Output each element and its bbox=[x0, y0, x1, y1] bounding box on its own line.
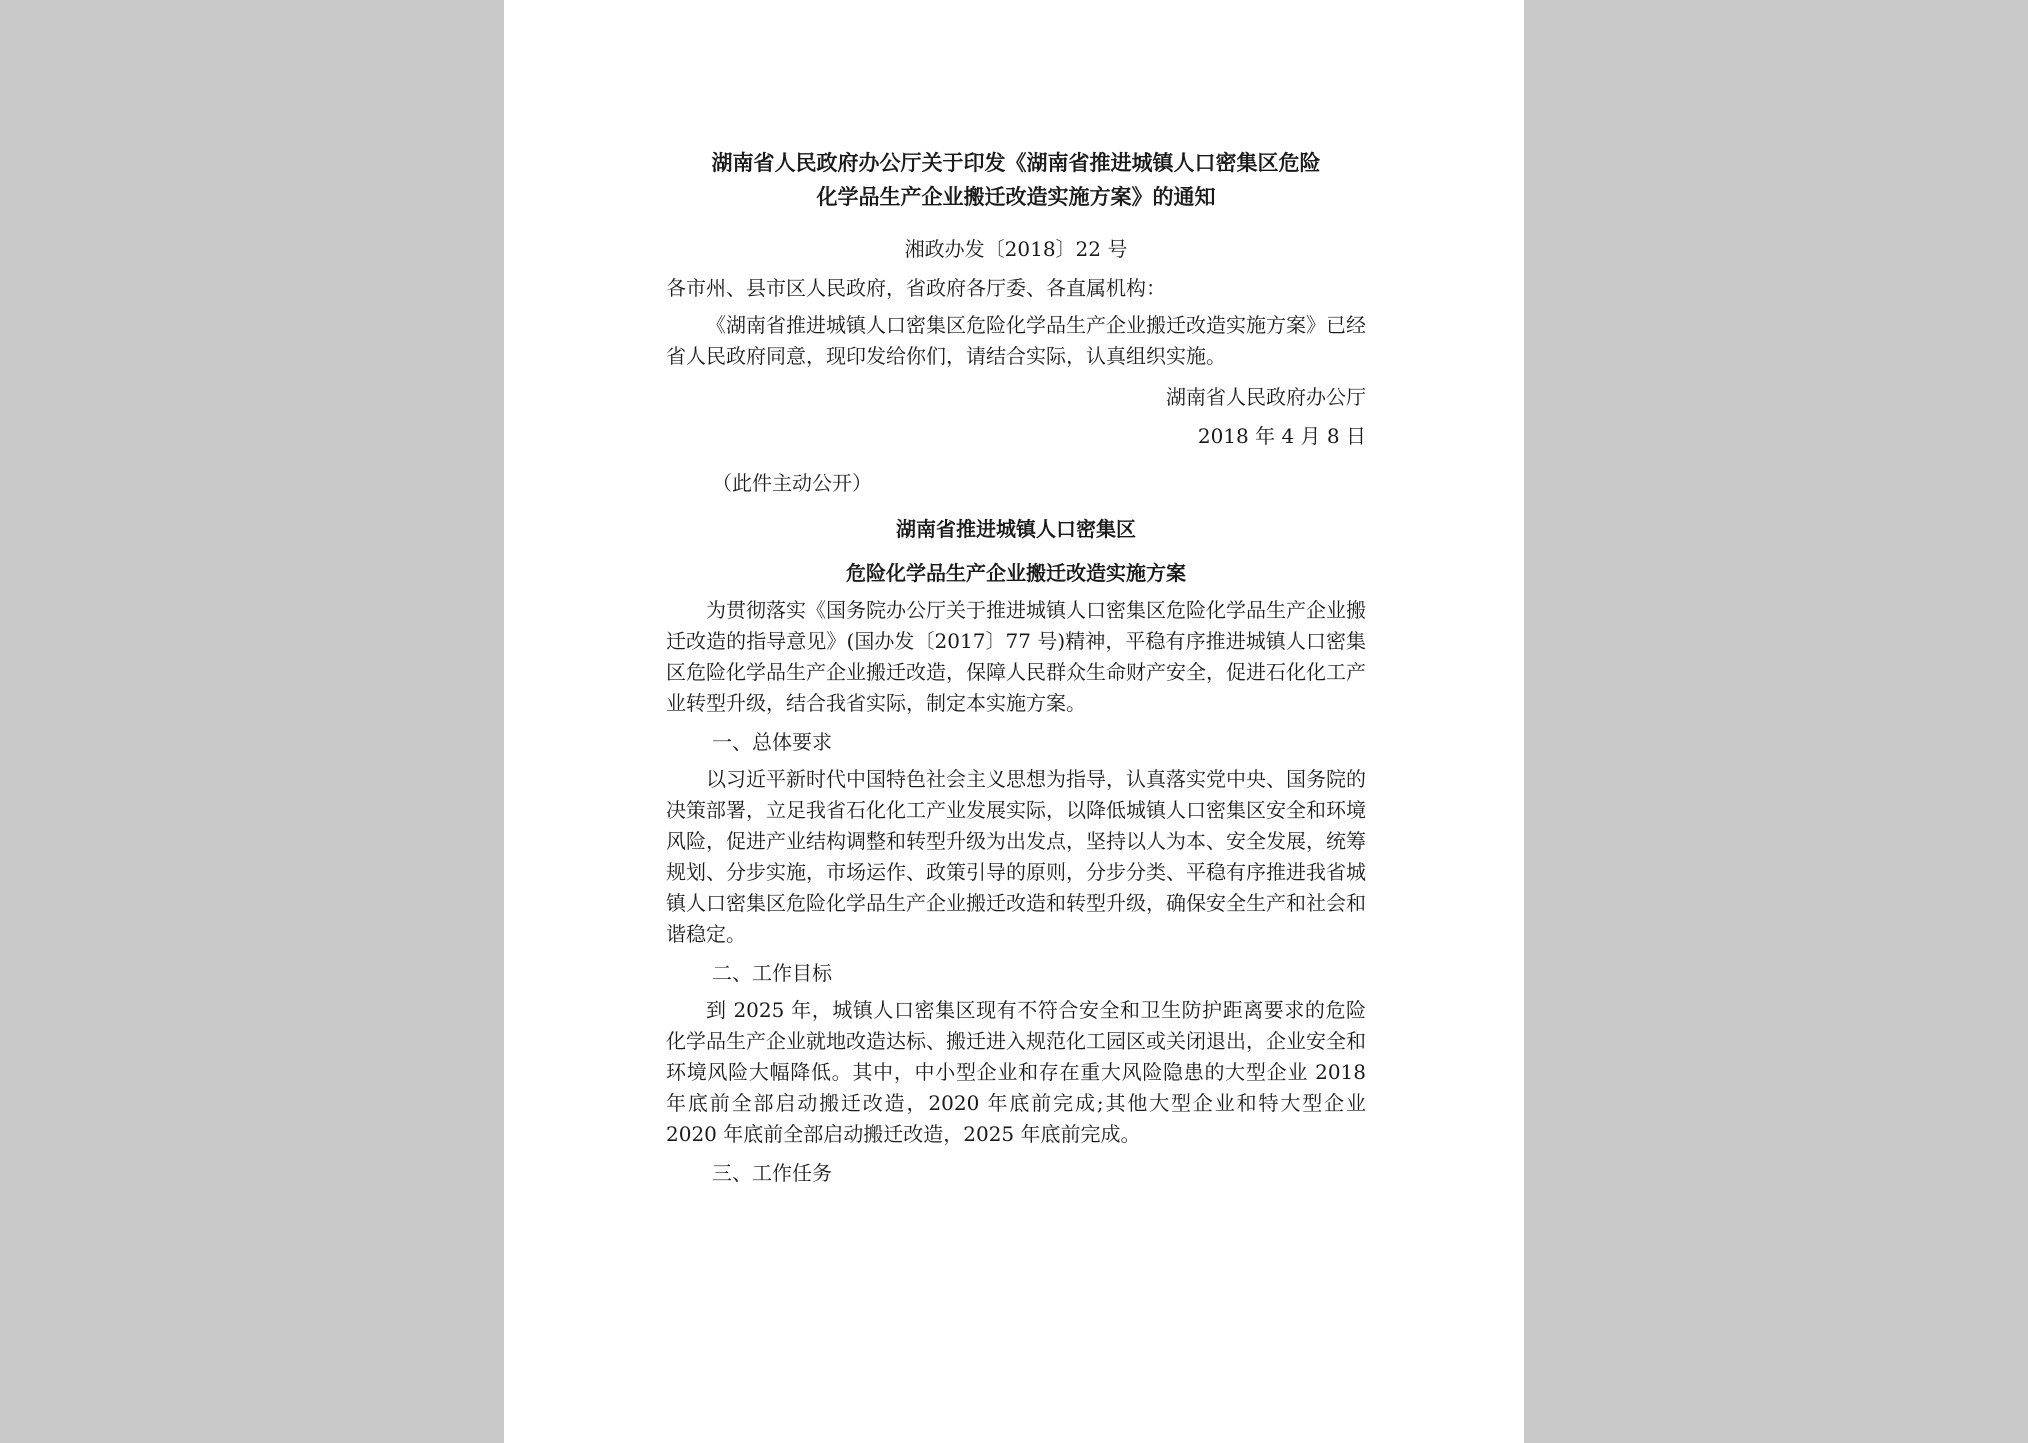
section-heading-2: 二、工作目标 bbox=[712, 961, 832, 985]
section-body-1: 以习近平新时代中国特色社会主义思想为指导，认真落实党中央、国务院的决策部署，立足我省石化化工产业发展实际，以降低城镇人口密集区安全和环境风险，促进产业结构调整和转型升级为出发点，坚持以人为本、安全发展，统筹规划、分步实施，市场运作、政策引导的原则，分步分类、平稳有序推进我省城镇人口密集区危险化学品生产企业搬迁改造和转型升级，确保安全生产和社会和谐稳定。 bbox=[666, 767, 1366, 946]
issue-date: 2018 年 4 月 8 日 bbox=[1197, 424, 1366, 448]
public-note: （此件主动公开） bbox=[712, 471, 872, 495]
section-heading-1: 一、总体要求 bbox=[712, 730, 832, 754]
signatory: 湖南省人民政府办公厅 bbox=[1166, 385, 1366, 409]
notice-title-line2: 化学品生产企业搬迁改造实施方案》的通知 bbox=[816, 184, 1216, 209]
document-content bbox=[666, 146, 1366, 1195]
document-number: 湘政办发〔2018〕22 号 bbox=[904, 237, 1128, 261]
section-heading-3: 三、工作任务 bbox=[712, 1161, 832, 1185]
intro-paragraph: 为贯彻落实《国务院办公厅关于推进城镇人口密集区危险化学品生产企业搬迁改造的指导意见》(国办发〔2017〕77 号)精神，平稳有序推进城镇人口密集区危险化学品生产企业搬迁改造，保障人民群众生命财产安全，促进石化化工产业转型升级，结合我省实际，制定本实施方案。 bbox=[666, 598, 1366, 715]
notice-title-line1: 湖南省人民政府办公厅关于印发《湖南省推进城镇人口密集区危险 bbox=[711, 150, 1321, 175]
section-body-2: 到 2025 年，城镇人口密集区现有不符合安全和卫生防护距离要求的危险化学品生产企业就地改造达标、搬迁进入规范化工园区或关闭退出，企业安全和环境风险大幅降低。其中，中小型企业和存在重大风险隐患的大型企业 2018 年底前全部启动搬迁改造，2020 年底前完成;其他大型企业和特大型企业 2020 年底前全部启动搬迁改造，2025 年底前完成。 bbox=[666, 998, 1366, 1146]
plan-title bbox=[666, 507, 1366, 595]
plan-title-line2: 危险化学品生产企业搬迁改造实施方案 bbox=[846, 561, 1186, 585]
notice-title bbox=[666, 146, 1366, 214]
addressee: 各市州、县市区人民政府，省政府各厅委、各直属机构： bbox=[666, 276, 1166, 300]
document-page bbox=[504, 0, 1524, 1443]
plan-title-line1: 湖南省推进城镇人口密集区 bbox=[896, 517, 1136, 541]
notice-body: 《湖南省推进城镇人口密集区危险化学品生产企业搬迁改造实施方案》已经省人民政府同意，现印发给你们，请结合实际，认真组织实施。 bbox=[666, 313, 1366, 368]
